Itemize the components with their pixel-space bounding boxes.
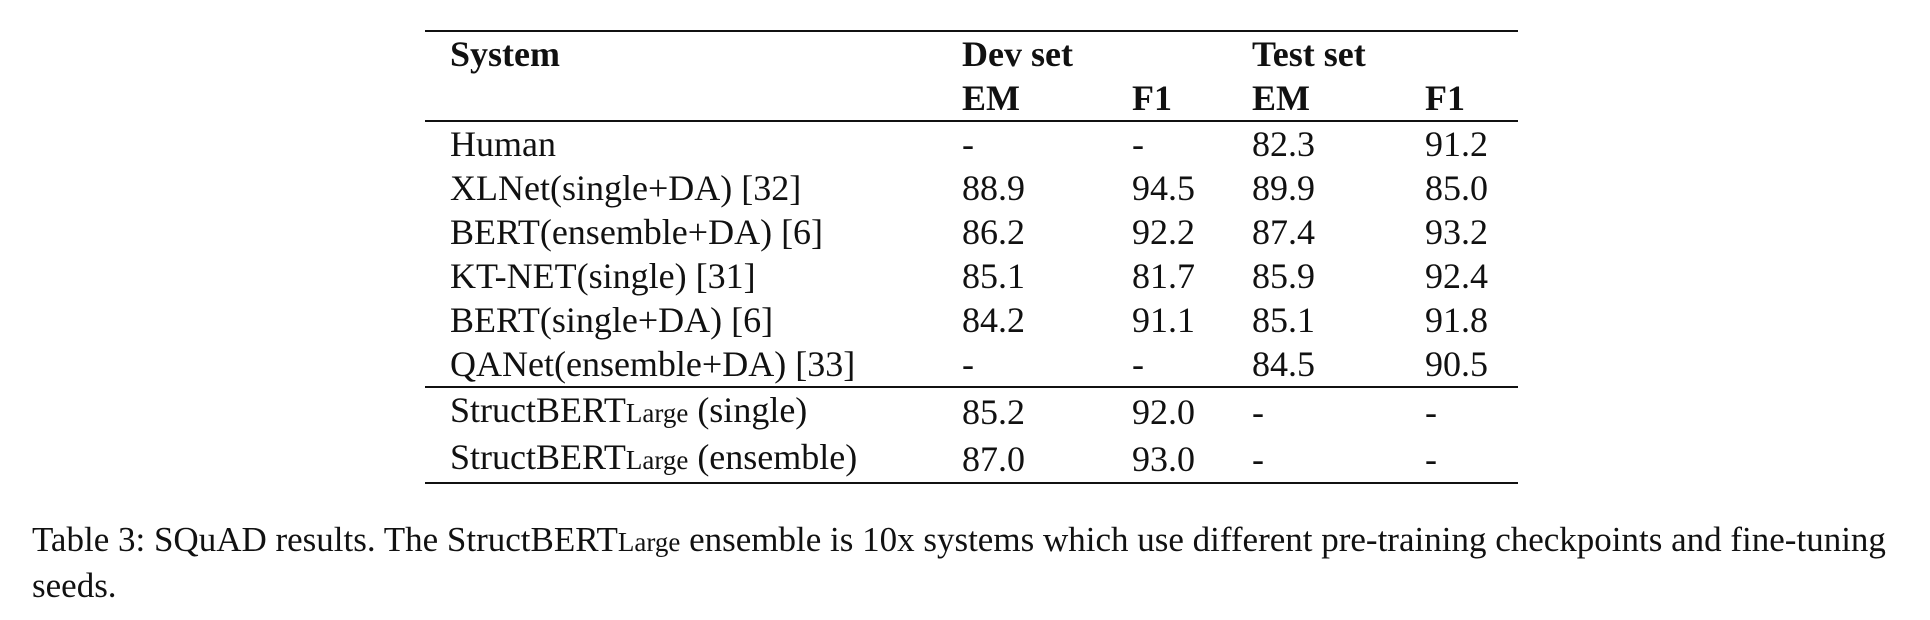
cell-dev-em: 87.0 [962,438,1025,479]
cell-test-f1: 90.5 [1425,344,1489,384]
table-row [425,210,1518,254]
cell-system: Human [450,124,556,164]
squad-results-table-wrapper [425,30,1518,484]
cell-test-em: 89.9 [1252,168,1316,208]
table-row [425,298,1518,342]
cell-system: BERT(single+DA) [6] [450,300,774,340]
cell-system: QANet(ensemble+DA) [33] [450,344,856,384]
header-dev-em: EM [962,78,1020,118]
cell-dev-em: 85.1 [962,256,1025,296]
cell-test-em: 85.9 [1252,256,1316,296]
cell-test-f1: 91.8 [1425,300,1489,340]
cell-test-em: 82.3 [1252,124,1316,164]
header-row-1 [425,31,1518,76]
cell-system [425,387,937,435]
cell-test-f1: 91.2 [1425,124,1489,164]
cell-dev-em: - [962,124,974,164]
cell-test-f1: 85.0 [1425,168,1489,208]
cell-dev-em: - [962,344,974,384]
header-test-em: EM [1252,78,1311,118]
cell-system: XLNet(single+DA) [32] [450,168,802,208]
cell-dev-f1: - [1132,124,1144,164]
cell-test-em: 85.1 [1252,300,1316,340]
system-base: StructBERT [450,437,626,477]
cell-dev-f1: 92.0 [1132,391,1195,432]
caption-prefix: Table 3: SQuAD results. The StructBERT [32,520,618,559]
cell-system: BERT(ensemble+DA) [6] [450,212,824,252]
cell-dev-f1: 93.0 [1132,438,1195,479]
cell-test-f1: 93.2 [1425,212,1489,252]
cell-dev-f1: - [1132,344,1144,384]
cell-test-f1: - [1425,438,1438,479]
cell-dev-f1: 81.7 [1132,256,1195,296]
header-dev-f1: F1 [1132,78,1172,118]
cell-dev-em: 85.2 [962,391,1025,432]
cell-dev-em: 88.9 [962,168,1025,208]
cell-test-f1: - [1425,391,1438,432]
cell-system [425,435,937,483]
header-row-2 [425,76,1518,121]
table-row [425,166,1518,210]
system-subscript: Large [625,398,689,428]
table-row [425,121,1518,166]
cell-dev-em: 86.2 [962,212,1025,252]
cell-test-em: 84.5 [1252,344,1316,384]
system-suffix: (single) [688,390,808,430]
cell-test-em: - [1252,391,1265,432]
header-empty [425,76,937,121]
table-row [425,342,1518,387]
cell-test-em: 87.4 [1252,212,1316,252]
table-row [425,387,1518,435]
cell-dev-em: 84.2 [962,300,1025,340]
header-test-set: Test set [1252,34,1366,74]
table-row [425,254,1518,298]
cell-dev-f1: 91.1 [1132,300,1195,340]
system-base: StructBERT [450,390,626,430]
cell-test-f1: 92.4 [1425,256,1489,296]
table-row [425,435,1518,483]
header-dev-set: Dev set [962,34,1073,74]
header-test-f1: F1 [1425,78,1466,118]
caption-subscript: Large [617,527,681,557]
header-system: System [450,34,560,74]
cell-dev-f1: 94.5 [1132,168,1195,208]
cell-system: KT-NET(single) [31] [450,256,756,296]
cell-dev-f1: 92.2 [1132,212,1195,252]
caption-suffix: ensemble is 10x systems which use different pre-training checkpoints and fine-tuning seeds. [32,520,1886,605]
system-suffix: (ensemble) [688,437,858,477]
cell-test-em: - [1252,438,1265,479]
squad-results-table [425,30,1518,484]
system-subscript: Large [625,445,689,475]
table-caption [32,518,1912,608]
